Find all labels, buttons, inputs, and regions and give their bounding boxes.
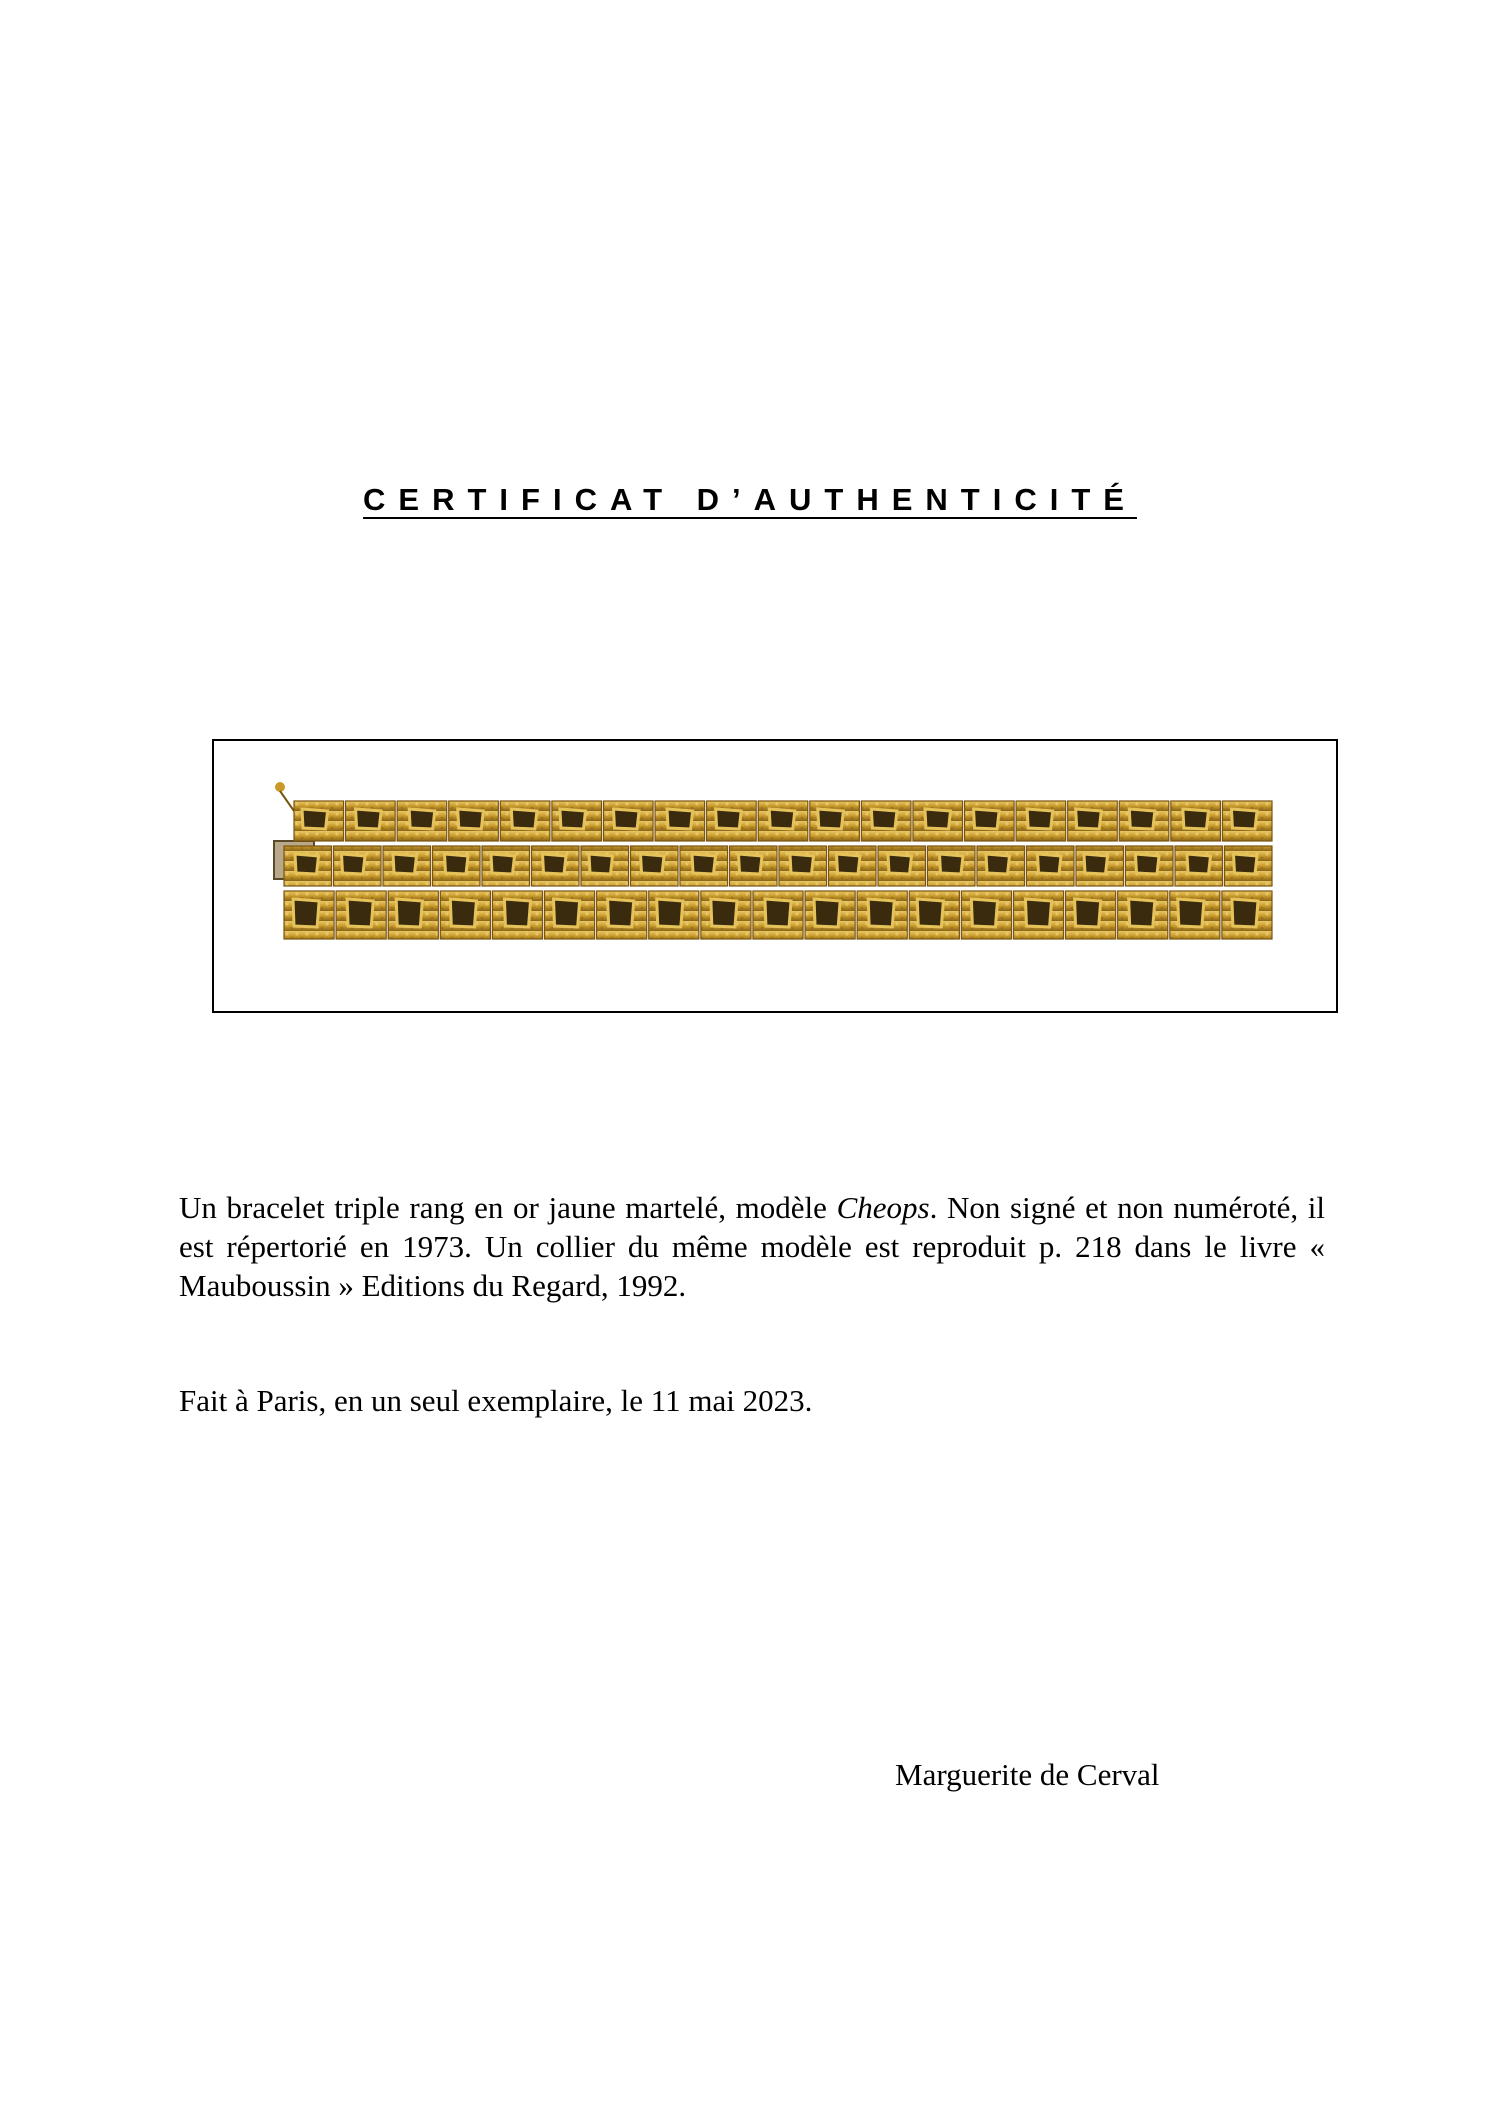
bracelet-link <box>1225 846 1273 886</box>
description-part1: Un bracelet triple rang en or jaune martelé, modèle <box>179 1190 837 1225</box>
bracelet-link <box>1222 801 1272 841</box>
bracelet-link <box>928 846 976 886</box>
bracelet-link <box>753 891 803 939</box>
bracelet-link <box>284 846 332 886</box>
bracelet-link <box>346 801 396 841</box>
certificate-title-text: CERTIFICAT D’AUTHENTICITÉ <box>363 482 1137 517</box>
bracelet-link <box>857 891 907 939</box>
bracelet-link <box>433 846 481 886</box>
bracelet-link <box>909 891 959 939</box>
bracelet-link <box>383 846 431 886</box>
bracelet-link <box>829 846 877 886</box>
bracelet-link <box>779 846 827 886</box>
bracelet-link <box>284 891 334 939</box>
bracelet-link <box>581 846 629 886</box>
bracelet-link <box>1068 801 1118 841</box>
bracelet-link <box>707 801 757 841</box>
bracelet-link <box>492 891 542 939</box>
bracelet-description <box>179 1188 1325 1305</box>
bracelet-link <box>482 846 530 886</box>
bracelet-link <box>680 846 728 886</box>
bracelet-link <box>1170 891 1220 939</box>
bracelet-link <box>397 801 447 841</box>
bracelet-link <box>1066 891 1116 939</box>
bracelet-link <box>597 891 647 939</box>
bracelet-link <box>758 801 808 841</box>
bracelet-link <box>1076 846 1124 886</box>
bracelet-link <box>965 801 1015 841</box>
bracelet-link <box>655 801 705 841</box>
bracelet-link <box>878 846 926 886</box>
bracelet-link <box>1222 891 1272 939</box>
bracelet-link <box>603 801 653 841</box>
bracelet-link <box>810 801 860 841</box>
certificate-title <box>0 482 1500 518</box>
bracelet-link <box>500 801 550 841</box>
bracelet-link <box>1013 891 1063 939</box>
bracelet-link <box>913 801 963 841</box>
bracelet-link <box>1027 846 1075 886</box>
bracelet-photo-frame <box>212 739 1338 1013</box>
bracelet-link <box>805 891 855 939</box>
bracelet-link <box>961 891 1011 939</box>
bracelet-link <box>1016 801 1066 841</box>
clasp-pin-stem <box>280 791 294 811</box>
closing-statement: Fait à Paris, en un seul exemplaire, le 11 mai 2023. <box>179 1383 813 1418</box>
bracelet-link <box>631 846 679 886</box>
bracelet-link <box>1171 801 1221 841</box>
bracelet-link <box>1119 801 1169 841</box>
model-name: Cheops <box>836 1190 930 1225</box>
bracelet-link <box>334 846 382 886</box>
signatory-name: Marguerite de Cerval <box>895 1757 1160 1792</box>
bracelet-link <box>532 846 580 886</box>
bracelet-image <box>214 741 1336 1011</box>
bracelet-link <box>552 801 602 841</box>
bracelet-link <box>449 801 499 841</box>
bracelet-link <box>730 846 778 886</box>
bracelet-link <box>336 891 386 939</box>
bracelet-link <box>545 891 595 939</box>
bracelet-link <box>649 891 699 939</box>
description-part2: . Non signé et non numéroté, il est répertorié en 1973. Un collier du même modèle est reproduit p. 218 dans le livre « Mauboussin » Editions du Regard, 1992. <box>179 1190 1326 1303</box>
bracelet-link <box>701 891 751 939</box>
bracelet-link <box>388 891 438 939</box>
bracelet-link <box>1175 846 1223 886</box>
bracelet-link <box>977 846 1025 886</box>
bracelet-link <box>1118 891 1168 939</box>
bracelet-link <box>861 801 911 841</box>
bracelet-link <box>1126 846 1174 886</box>
clasp-pin <box>275 782 285 792</box>
bracelet-link <box>440 891 490 939</box>
bracelet-link <box>294 801 344 841</box>
